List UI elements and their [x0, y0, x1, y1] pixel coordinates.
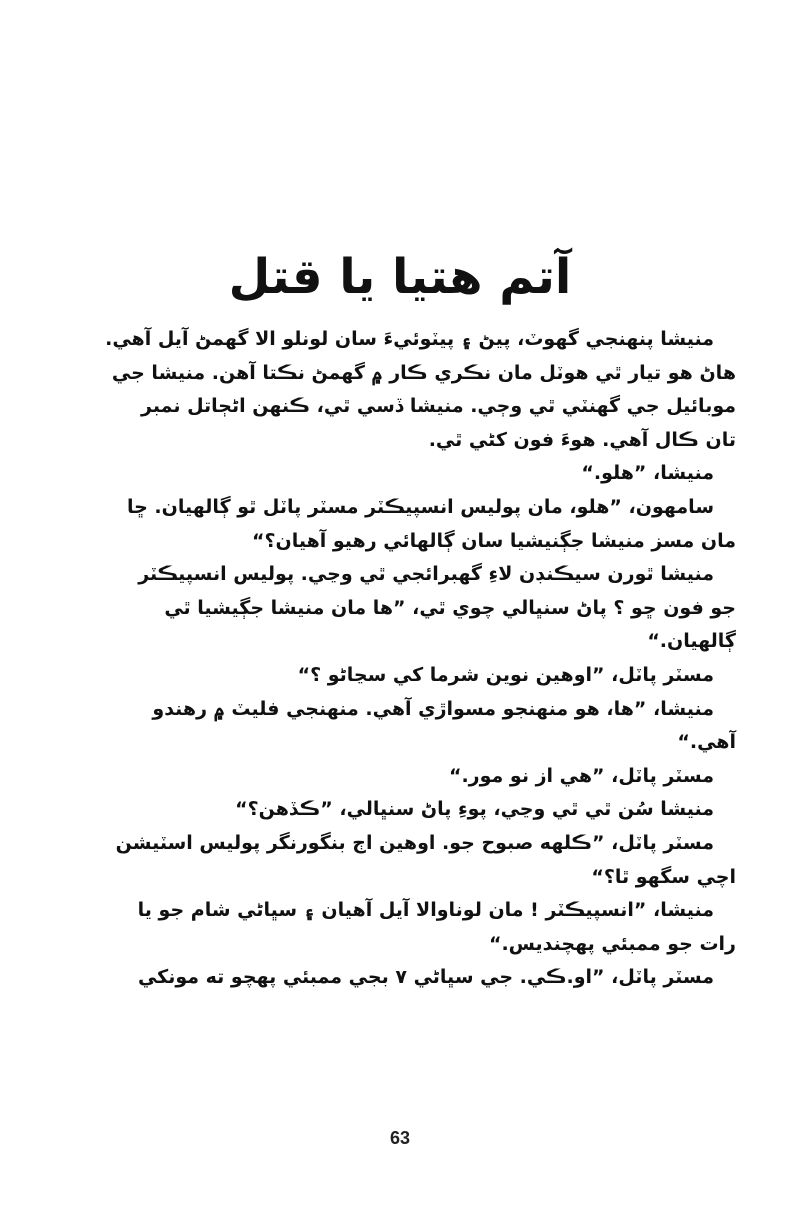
text-line: منيشا، ”ها، هو منهنجو مسواڙي آهي. منهنجي فليٽ ۾ رهندو: [152, 697, 714, 720]
text-line: رات جو ممبئي پهچنديس.“: [488, 932, 736, 955]
text-line: موبائيل جي گهنٽي ٿي وڄي. منيشا ڏسي ٿي، ڪنهن اڻڄاتل نمبر: [141, 395, 736, 418]
text-line: آهي.“: [677, 731, 736, 754]
chapter-body: [105, 323, 736, 995]
page-number: 63: [389, 1128, 411, 1148]
text-line: ڳالهيان.“: [647, 630, 736, 653]
text-line: سامهون، ”هلو، مان پوليس انسپيڪٽر مسٽر پاٽل ٿو ڳالهيان. ڇا: [126, 495, 714, 518]
text-line: مسٽر پاٽل، ”اوهين نوين شرما کي سڃاڻو ؟“: [297, 663, 714, 686]
text-line: منيشا سُن ٿي ٿي وڃي، پوءِ پاڻ سنڀالي، ”ڪڏهن؟“: [235, 798, 714, 821]
text-line: مسٽر پاٽل، ”ڪلهه صبوح جو. اوهين اڄ بنگورنگر پوليس اسٽيشن: [115, 831, 714, 854]
chapter-title: آتم هتيا يا قتل: [228, 249, 572, 306]
text-line: مسٽر پاٽل، ”هي از نو مور.“: [448, 764, 714, 787]
text-line: منيشا پنهنجي گهوٽ، پيڻ ۽ پيٽوئيءَ سان لونلو الا گهمڻ آيل آهي.: [105, 328, 714, 350]
text-line: اچي سگهو ٿا؟“: [591, 865, 736, 888]
text-line: هاڻ هو تيار ٿي هوٽل مان نڪري ڪار ۾ گهمڻ نڪتا آهن. منيشا جي: [111, 361, 736, 384]
text-line: مان مسز منيشا جڳنيشيا سان ڳالهائي رهيو آهيان؟“: [251, 529, 736, 552]
text-line: منيشا، ”انسپيڪٽر ! مان لوناوالا آيل آهيان ۽ سڀاڻي شام جو يا: [137, 899, 714, 922]
text-line: جو فون ڇو ؟ پاڻ سنڀالي چوي ٿي، ”ها مان منيشا جڳيشيا ٿي: [164, 596, 736, 619]
text-line: تان ڪال آهي. هوءَ فون کڻي ٿي.: [428, 428, 736, 451]
text-line: منيشا، ”هلو.“: [581, 462, 714, 485]
text-line: منيشا ٿورن سيڪنڊن لاءِ گهبرائجي ٿي وڃي. پوليس انسپيڪٽر: [138, 563, 714, 586]
text-line: مسٽر پاٽل، ”او.ڪي. جي سڀاڻي ٧ بجي ممبئي پهچو ته مونکي: [137, 966, 714, 989]
